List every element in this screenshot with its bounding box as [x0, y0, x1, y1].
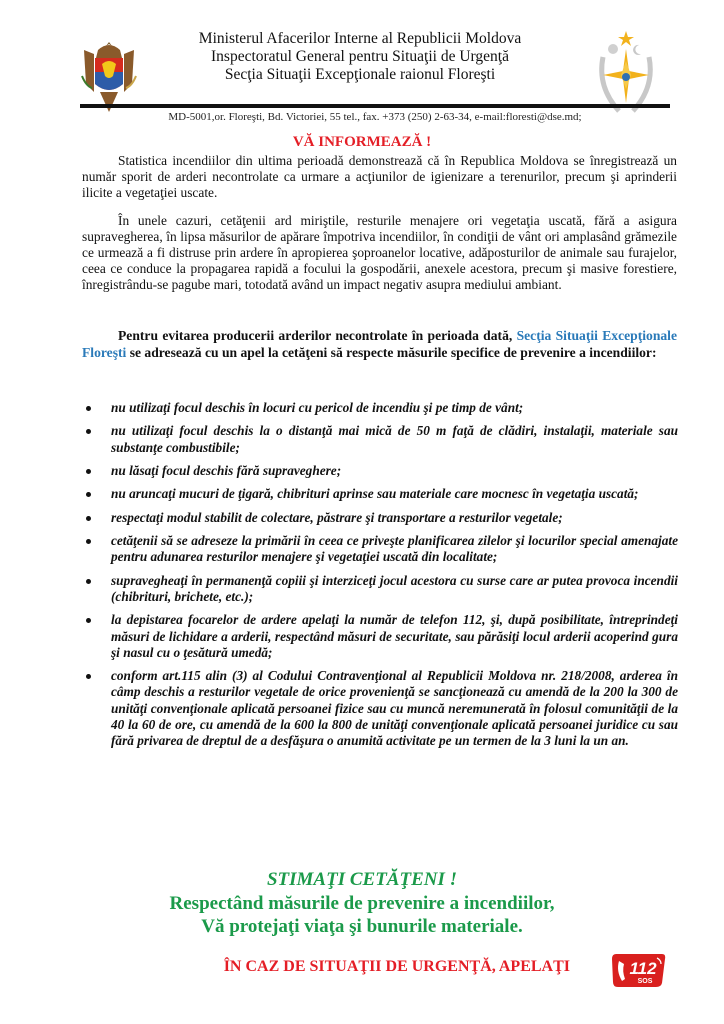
measure-text: la depistarea focarelor de ardere apelaţi la număr de telefon 112, şi, după posibilitate, întreprindeţi măsuri de lichidare a arderii, respectând măsuri de securitate, sau părăsiţi locul arderii acoperind gura şi nasul cu o ţesătură umedă;: [111, 612, 678, 660]
moldova-coat-of-arms-icon: [78, 36, 140, 114]
closing-line-2: Respectând măsurile de prevenire a incendiilor,: [169, 893, 555, 914]
bullet-icon: [86, 618, 91, 623]
list-item: [86, 668, 678, 749]
measure-text: nu utilizaţi focul deschis în locuri cu pericol de incendiu şi pe timp de vânt;: [111, 400, 524, 415]
measure-text: conform art.115 alin (3) al Codului Contravenţional al Republicii Moldova nr. 218/2008, arderea în câmp deschis a resturilor vegetale de orice provenienţă se sancţionează cu amendă de la 200 la 300 de unităţi convenţionale aplicată persoanei fizice sau cu muncă neremunerată în folosul comunităţii de la 40 la 60 de ore, cu amendă de la 600 la 800 de unităţi convenţionale aplicată persoanei juridice cu sau fără privarea de dreptul de a desfăşura o anumită activitate pe un termen de la 3 luni la un an.: [111, 668, 678, 748]
paragraph-text: În unele cazuri, cetăţenii ard miriştile, resturile menajere ori vegetaţia uscată, fără a asigura supravegherea, în lipsa măsurilor de apărare împotriva incendiilor, în condiţii de vânt ori amplasând grămezile ce urmează a fi distruse prin ardere în apropierea şoproanelor locative, adăposturilor de animale sau furajelor, ceea ce conduce la propagarea rapidă a focului la gospodării, anexele acestora, precum şi masive forestiere, înregistrându-se pagube mari, totodată având un impact negativ asupra mediului ambiant.: [82, 213, 677, 293]
section-name: Secţia Situaţii Excepţionale raionul Floreşti: [224, 66, 496, 83]
list-item: [86, 400, 678, 416]
svg-text:SOS: SOS: [637, 978, 653, 985]
list-item: [86, 486, 678, 502]
bullet-icon: [86, 579, 91, 584]
list-item: [86, 573, 678, 605]
list-item: [86, 612, 678, 661]
list-item: [86, 423, 678, 455]
emergency-call-text: ÎN CAZ DE SITUAŢII DE URGENŢĂ, APELAŢI: [223, 958, 570, 975]
paragraph-text: Statistica incendiilor din ultima perioadă demonstrează că în Republica Moldova se înregistrează un număr sporit de arderi necontrolate ca urmare a acţiunilor de igienizare a terenurilor, precum şi aprinderii ilicite a vegetaţiei uscate.: [82, 153, 677, 201]
notice-paragraph-1: [82, 153, 677, 201]
header-titles: [150, 30, 570, 84]
measure-text: respectaţi modul stabilit de colectare, păstrare şi transportare a resturilor vegetale;: [111, 509, 563, 525]
notice-title: VĂ INFORMEAZĂ !: [292, 134, 432, 150]
bullet-icon: [86, 406, 91, 411]
list-item: [86, 463, 678, 479]
measure-text: nu aruncaţi mucuri de ţigară, chibrituri aprinse sau materiale care mocnesc în vegetaţia uscată;: [111, 486, 639, 502]
notice-paragraph-2: [82, 213, 677, 293]
ministry-name: Ministerul Afacerilor Interne al Republicii Moldova: [198, 30, 522, 47]
bullet-icon: [86, 516, 91, 521]
bullet-icon: [86, 429, 91, 434]
list-item: [86, 510, 678, 526]
measure-text: nu utilizaţi focul deschis la o distanţă mai mică de 50 m faţă de clădiri, instalaţii, materiale sau substanţe combustibile;: [111, 423, 678, 455]
bullet-icon: [86, 492, 91, 497]
appeal-text-before: Pentru evitarea producerii arderilor necontrolate în perioada dată,: [118, 328, 517, 343]
bullet-icon: [86, 539, 91, 544]
appeal-text-after: se adresează cu un apel la cetăţeni să respecte măsurile specifice de prevenire a incendiilor:: [126, 345, 657, 360]
closing-line-3: Vă protejaţi viaţa şi bunurile materiale.: [201, 916, 523, 937]
svg-text:112: 112: [629, 959, 657, 978]
measure-text: nu lăsaţi focul deschis fără supraveghere;: [111, 462, 342, 478]
emergency-112-sos-icon: [610, 951, 668, 989]
bullet-icon: [86, 469, 91, 474]
measure-text: cetăţenii să se adreseze la primării în ceea ce priveşte planificarea zilelor şi locurilor special amenajate pentru adunarea resturilor menajere şi vegetaţiei uscată din localitate;: [111, 533, 678, 565]
measure-text: supravegheaţi în permanenţă copiii şi interziceţi jocul acestora cu surse care ar putea provoca incendii (chibrituri, brichete, etc.);: [111, 572, 678, 604]
closing-greeting: STIMAŢI CETĂŢENI !: [266, 869, 458, 890]
header-divider: [80, 104, 670, 108]
appeal-organization-highlight: Secţia Situaţii Excepţionale Floreşti: [82, 328, 677, 360]
bullet-icon: [86, 674, 91, 679]
list-item: [86, 533, 678, 565]
prevention-measures-list: [86, 400, 678, 756]
contact-address: MD-5001,or. Floreşti, Bd. Victoriei, 55 tel., fax. +373 (250) 2-63-34, e-mail:floresti@dse.md;: [168, 111, 582, 123]
inspectorate-name: Inspectoratul General pentru Situaţii de Urgenţă: [211, 48, 509, 65]
appeal-paragraph: [82, 327, 677, 361]
